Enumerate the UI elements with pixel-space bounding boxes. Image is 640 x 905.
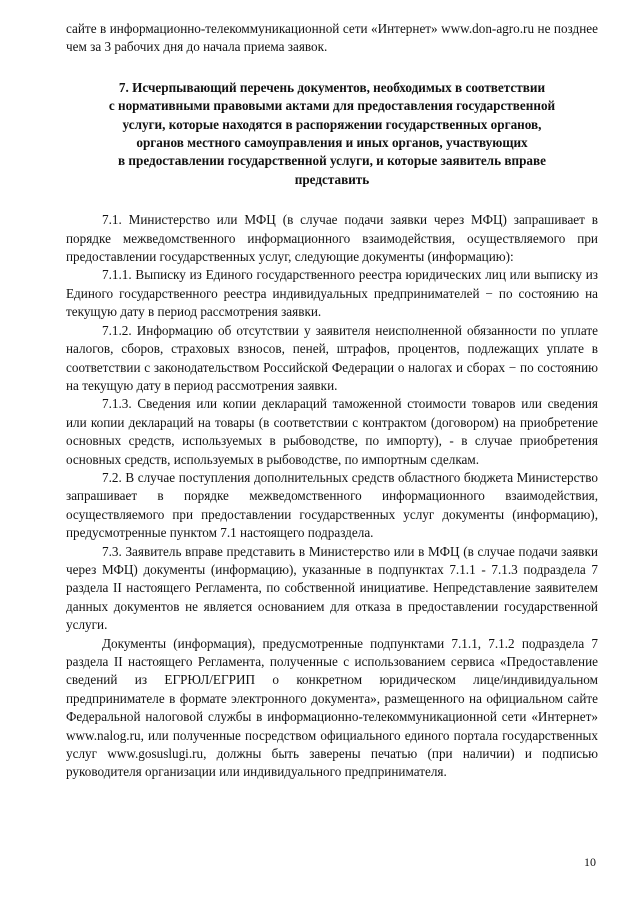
intro-paragraph: сайте в информационно-телекоммуникационной сети «Интернет» www.don-agro.ru не позднее чем за 3 рабочих дня до начала приема заявок. bbox=[66, 21, 598, 55]
heading-line: 7. Исчерпывающий перечень документов, необходимых в соответствии bbox=[118, 79, 546, 95]
section-heading bbox=[66, 79, 598, 189]
heading-line: представить bbox=[294, 171, 370, 187]
paragraph-7-3: 7.3. Заявитель вправе представить в Министерство или в МФЦ (в случае подачи заявки через МФЦ) документы (информацию), указанные в подпунктах 7.1.1 - 7.1.3 подраздела 7 раздела II настоящего Регламента, по собственной инициативе. Непредставление заявителем данных документов не является основанием для отказа в предоставлении государственной услуги. bbox=[66, 543, 598, 633]
heading-line: в предоставлении государственной услуги, и которые заявитель вправе bbox=[118, 153, 546, 169]
paragraph-7-1: 7.1. Министерство или МФЦ (в случае подачи заявки через МФЦ) запрашивает в порядке межведомственного информационного взаимодействия, осуществляемого при предоставлении государственных услуг, следующие документы (информацию): bbox=[66, 212, 598, 265]
heading-line: с нормативными правовыми актами для предоставления государственной bbox=[108, 98, 556, 114]
heading-line: услуги, которые находятся в распоряжении государственных органов, bbox=[122, 116, 542, 132]
paragraph-7-1-3: 7.1.3. Сведения или копии деклараций таможенной стоимости товаров или сведения или копии деклараций на товары (в соответствии с контрактом (договором) на приобретение основных средств, используемых в рыбоводстве, по импорту), - в случае приобретения основных средств, используемых в рыбоводстве, по импортным сделкам. bbox=[66, 396, 598, 467]
document-page bbox=[66, 20, 598, 782]
page-number: 10 bbox=[584, 855, 596, 869]
paragraph-7-1-1: 7.1.1. Выписку из Единого государственного реестра юридических лиц или выписку из Единого государственного реестра индивидуальных предпринимателей − по состоянию на текущую дату в период рассмотрения заявки. bbox=[66, 267, 598, 320]
paragraph-7-2: 7.2. В случае поступления дополнительных средств областного бюджета Министерство запрашивает в порядке межведомственного информационного взаимодействия, осуществляемого при предоставлении государственных услуг документы (информацию), предусмотренные пунктом 7.1 настоящего подраздела. bbox=[66, 469, 598, 541]
paragraph-documents: Документы (информация), предусмотренные подпунктами 7.1.1, 7.1.2 подраздела 7 раздела II настоящего Регламента, полученные с использованием сервиса «Предоставление сведений из ЕГРЮЛ/ЕГРИП о конкретном юридическом лице/индивидуальном предпринимателе в формате электронного документа», размещенного на официальном сайте Федеральной налоговой службы в информационно-телекоммуникационной сети «Интернет» www.nalog.ru, или полученные посредством официального единого портала государственных услуг www.gosuslugi.ru, должны быть заверены печатью (при наличии) и подписью руководителя организации или индивидуального предпринимателя. bbox=[66, 635, 598, 780]
paragraph-7-1-2: 7.1.2. Информацию об отсутствии у заявителя неисполненной обязанности по уплате налогов, сборов, страховых взносов, пеней, штрафов, процентов, подлежащих уплате в соответствии с законодательством Российской Федерации о налогах и сборах − по состоянию на текущую дату в период рассмотрения заявки. bbox=[66, 322, 598, 393]
heading-line: органов местного самоуправления и иных органов, участвующих bbox=[136, 135, 528, 151]
